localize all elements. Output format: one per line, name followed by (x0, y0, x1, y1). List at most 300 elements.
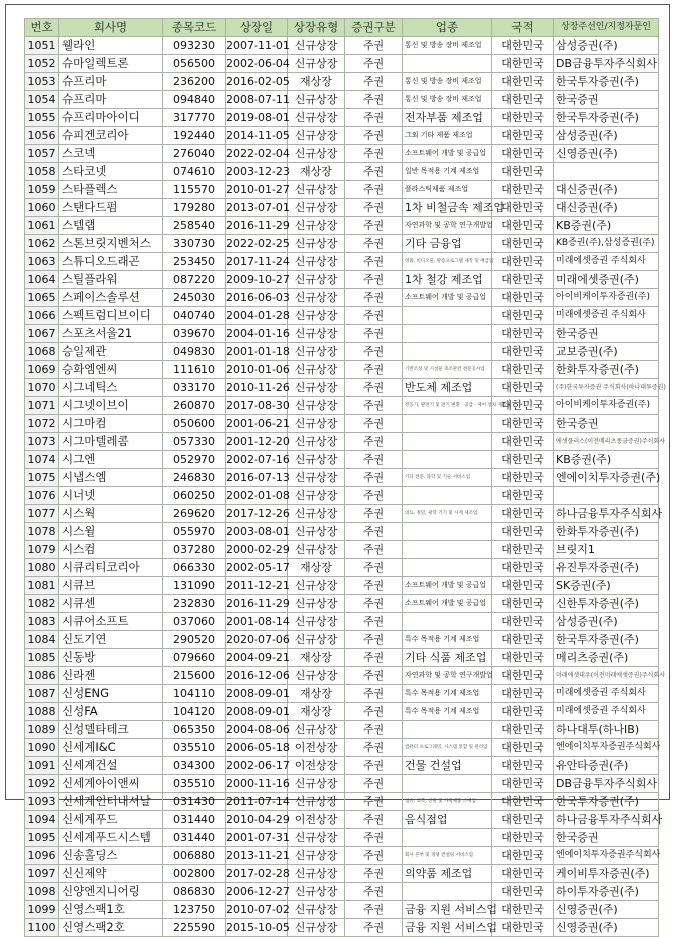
table-row (25, 739, 659, 757)
row-number-cell: 1092 (25, 775, 59, 793)
row-number-cell: 1076 (25, 487, 59, 505)
listing-date-cell: 2003-12-23 (226, 163, 288, 181)
listing-date-cell: 2008-07-11 (226, 91, 288, 109)
company-name-cell: 신도기연 (59, 631, 163, 649)
security-type-cell: 주권 (345, 505, 403, 523)
listing-date-cell: 2002-06-04 (226, 55, 288, 73)
row-number-cell: 1081 (25, 577, 59, 595)
table-row (25, 919, 659, 937)
table-row (25, 397, 659, 415)
country-cell: 대한민국 (492, 811, 554, 829)
stock-code-cell: 033170 (163, 379, 226, 397)
listing-date-cell: 2017-11-24 (226, 253, 288, 271)
agent-cell: 미래에셋증권 주식회사 (554, 307, 659, 325)
industry-cell: 1차 철강 제조업 (403, 271, 492, 289)
industry-cell: 회사 본부 및 경영 컨설팅 서비스업 (403, 847, 492, 865)
security-type-cell: 주권 (345, 343, 403, 361)
industry-cell (403, 451, 492, 469)
row-number-cell: 1065 (25, 289, 59, 307)
company-name-cell: 신세계푸드 (59, 811, 163, 829)
agent-cell: 하이투자증권(주) (554, 883, 659, 901)
agent-cell: 에셋플러스(이전메리츠종금증권)주식회사 (554, 433, 659, 451)
stock-code-cell: 031430 (163, 793, 226, 811)
row-number-cell: 1061 (25, 217, 59, 235)
row-number-cell: 1095 (25, 829, 59, 847)
country-cell: 대한민국 (492, 865, 554, 883)
security-type-cell: 주권 (345, 919, 403, 937)
table-row (25, 325, 659, 343)
country-cell: 대한민국 (492, 631, 554, 649)
row-number-cell: 1052 (25, 55, 59, 73)
table-row (25, 847, 659, 865)
company-name-cell: 시스컴 (59, 541, 163, 559)
row-number-cell: 1067 (25, 325, 59, 343)
listing-date-cell: 2008-09-01 (226, 703, 288, 721)
country-cell: 대한민국 (492, 577, 554, 595)
table-row (25, 613, 659, 631)
listing-date-cell: 2010-11-26 (226, 379, 288, 397)
row-number-cell: 1053 (25, 73, 59, 91)
header-no: 번호 (25, 19, 59, 37)
listing-date-cell: 2010-04-29 (226, 811, 288, 829)
stock-code-cell: 192440 (163, 127, 226, 145)
stock-code-cell: 317770 (163, 109, 226, 127)
listing-type-cell: 재상장 (288, 703, 345, 721)
table-row (25, 721, 659, 739)
country-cell: 대한민국 (492, 271, 554, 289)
row-number-cell: 1064 (25, 271, 59, 289)
industry-cell: 그외 기타 제품 제조업 (403, 127, 492, 145)
industry-cell (403, 829, 492, 847)
listing-type-cell: 신규상장 (288, 433, 345, 451)
agent-cell: 한화투자증권(주) (554, 523, 659, 541)
row-number-cell: 1099 (25, 901, 59, 919)
row-number-cell: 1096 (25, 847, 59, 865)
industry-cell (403, 487, 492, 505)
country-cell: 대한민국 (492, 73, 554, 91)
security-type-cell: 주권 (345, 199, 403, 217)
listing-type-cell: 신규상장 (288, 919, 345, 937)
agent-cell: KB증권(주) (554, 451, 659, 469)
listing-date-cell: 2016-07-13 (226, 469, 288, 487)
stock-code-cell: 104120 (163, 703, 226, 721)
stock-code-cell: 034300 (163, 757, 226, 775)
country-cell: 대한민국 (492, 595, 554, 613)
country-cell: 대한민국 (492, 469, 554, 487)
industry-cell: 통신 및 방송 장비 제조업 (403, 91, 492, 109)
company-name-cell: 승일제관 (59, 343, 163, 361)
stock-code-cell: 066330 (163, 559, 226, 577)
industry-cell: 특수 목적용 기계 제조업 (403, 631, 492, 649)
table-row (25, 235, 659, 253)
agent-cell: 삼성증권(주) (554, 37, 659, 55)
country-cell: 대한민국 (492, 847, 554, 865)
industry-cell: 소프트웨어 개발 및 공급업 (403, 289, 492, 307)
company-name-cell: 스템랩 (59, 217, 163, 235)
industry-cell: 금융 지원 서비스업 (403, 901, 492, 919)
agent-cell: 신영증권(주) (554, 901, 659, 919)
industry-cell: 소프트웨어 개발 및 공급업 (403, 595, 492, 613)
security-type-cell: 주권 (345, 361, 403, 379)
country-cell: 대한민국 (492, 757, 554, 775)
table-row (25, 775, 659, 793)
row-number-cell: 1093 (25, 793, 59, 811)
table-row (25, 757, 659, 775)
table-row (25, 271, 659, 289)
country-cell: 대한민국 (492, 451, 554, 469)
industry-cell (403, 559, 492, 577)
security-type-cell: 주권 (345, 685, 403, 703)
country-cell: 대한민국 (492, 127, 554, 145)
company-name-cell: 신동방 (59, 649, 163, 667)
agent-cell: 미래에셋증권 주식회사 (554, 685, 659, 703)
industry-cell (403, 883, 492, 901)
table-row (25, 109, 659, 127)
stock-code-cell: 035510 (163, 739, 226, 757)
agent-cell: 신영증권(주) (554, 145, 659, 163)
table-row (25, 289, 659, 307)
listing-date-cell: 2016-02-05 (226, 73, 288, 91)
company-name-cell: 슈프리마 (59, 73, 163, 91)
listing-type-cell: 신규상장 (288, 721, 345, 739)
country-cell: 대한민국 (492, 199, 554, 217)
company-name-cell: 신세계아이앤씨 (59, 775, 163, 793)
company-name-cell: 스펙트럼디브이디 (59, 307, 163, 325)
company-name-cell: 신세계I&C (59, 739, 163, 757)
country-cell: 대한민국 (492, 883, 554, 901)
security-type-cell: 주권 (345, 559, 403, 577)
industry-cell: 특수 목적용 기계 제조업 (403, 703, 492, 721)
listing-type-cell: 신규상장 (288, 109, 345, 127)
table-row (25, 901, 659, 919)
security-type-cell: 주권 (345, 307, 403, 325)
stock-code-cell: 039670 (163, 325, 226, 343)
listing-date-cell: 2001-07-31 (226, 829, 288, 847)
country-cell: 대한민국 (492, 109, 554, 127)
stock-code-cell: 232830 (163, 595, 226, 613)
row-number-cell: 1085 (25, 649, 59, 667)
security-type-cell: 주권 (345, 289, 403, 307)
row-number-cell: 1056 (25, 127, 59, 145)
industry-cell (403, 433, 492, 451)
security-type-cell: 주권 (345, 577, 403, 595)
company-name-cell: 스포츠서울21 (59, 325, 163, 343)
table-row (25, 253, 659, 271)
row-number-cell: 1089 (25, 721, 59, 739)
industry-cell (403, 307, 492, 325)
listing-date-cell: 2010-01-06 (226, 361, 288, 379)
row-number-cell: 1088 (25, 703, 59, 721)
industry-cell: 특수 목적용 기계 제조업 (403, 685, 492, 703)
security-type-cell: 주권 (345, 811, 403, 829)
company-name-cell: 시그넷이브이 (59, 397, 163, 415)
company-name-cell: 슈피겐코리아 (59, 127, 163, 145)
agent-cell: 케이비투자증권(주) (554, 865, 659, 883)
listing-type-cell: 신규상장 (288, 523, 345, 541)
country-cell: 대한민국 (492, 703, 554, 721)
stock-code-cell: 215600 (163, 667, 226, 685)
table-row (25, 793, 659, 811)
industry-cell (403, 613, 492, 631)
country-cell: 대한민국 (492, 901, 554, 919)
security-type-cell: 주권 (345, 109, 403, 127)
stock-code-cell: 260870 (163, 397, 226, 415)
agent-cell: KB증권(주),삼성증권(주) (554, 235, 659, 253)
country-cell: 대한민국 (492, 919, 554, 937)
listing-date-cell: 2010-01-27 (226, 181, 288, 199)
table-row (25, 163, 659, 181)
row-number-cell: 1074 (25, 451, 59, 469)
company-name-cell: 시큐리티코리아 (59, 559, 163, 577)
agent-cell: 하나금융투자주식회사 (554, 505, 659, 523)
country-cell: 대한민국 (492, 433, 554, 451)
table-row (25, 865, 659, 883)
country-cell: 대한민국 (492, 649, 554, 667)
listing-type-cell: 신규상장 (288, 487, 345, 505)
industry-cell: 일반 목적용 기계 제조업 (403, 163, 492, 181)
row-number-cell: 1072 (25, 415, 59, 433)
industry-cell: 소프트웨어 개발 및 공급업 (403, 145, 492, 163)
row-number-cell: 1078 (25, 523, 59, 541)
security-type-cell: 주권 (345, 541, 403, 559)
company-name-cell: 시그마텔레콤 (59, 433, 163, 451)
country-cell: 대한민국 (492, 505, 554, 523)
listing-type-cell: 신규상장 (288, 325, 345, 343)
listing-date-cell: 2002-01-08 (226, 487, 288, 505)
agent-cell: 한화투자증권(주) (554, 361, 659, 379)
security-type-cell: 주권 (345, 829, 403, 847)
listing-type-cell: 신규상장 (288, 253, 345, 271)
listing-date-cell: 2000-02-29 (226, 541, 288, 559)
industry-cell: 의약품 제조업 (403, 865, 492, 883)
industry-cell: 기타 식품 제조업 (403, 649, 492, 667)
industry-cell (403, 775, 492, 793)
table-row (25, 145, 659, 163)
company-name-cell: 신영스팩2호 (59, 919, 163, 937)
industry-cell: 건물 건설업 (403, 757, 492, 775)
company-name-cell: 신성FA (59, 703, 163, 721)
agent-cell (554, 163, 659, 181)
table-row (25, 199, 659, 217)
security-type-cell: 주권 (345, 235, 403, 253)
listing-date-cell: 2017-12-26 (226, 505, 288, 523)
security-type-cell: 주권 (345, 91, 403, 109)
row-number-cell: 1075 (25, 469, 59, 487)
table-row (25, 487, 659, 505)
listing-date-cell: 2016-12-06 (226, 667, 288, 685)
listing-type-cell: 신규상장 (288, 505, 345, 523)
country-cell: 대한민국 (492, 487, 554, 505)
company-name-cell: 시그마컴 (59, 415, 163, 433)
stock-code-cell: 245030 (163, 289, 226, 307)
listing-date-cell: 2004-08-06 (226, 721, 288, 739)
country-cell: 대한민국 (492, 793, 554, 811)
security-type-cell: 주권 (345, 55, 403, 73)
listing-type-cell: 신규상장 (288, 397, 345, 415)
listing-date-cell: 2004-09-21 (226, 649, 288, 667)
company-name-cell: 신성ENG (59, 685, 163, 703)
agent-cell: 대신증권(주) (554, 181, 659, 199)
security-type-cell: 주권 (345, 487, 403, 505)
security-type-cell: 주권 (345, 865, 403, 883)
agent-cell: 대신증권(주) (554, 199, 659, 217)
listing-date-cell: 2001-01-18 (226, 343, 288, 361)
table-row (25, 883, 659, 901)
table-row (25, 469, 659, 487)
stock-code-cell: 123750 (163, 901, 226, 919)
row-number-cell: 1062 (25, 235, 59, 253)
row-number-cell: 1069 (25, 361, 59, 379)
listing-type-cell: 신규상장 (288, 775, 345, 793)
company-name-cell: 신송홀딩스 (59, 847, 163, 865)
table-row (25, 73, 659, 91)
country-cell: 대한민국 (492, 397, 554, 415)
country-cell: 대한민국 (492, 739, 554, 757)
security-type-cell: 주권 (345, 721, 403, 739)
country-cell: 대한민국 (492, 613, 554, 631)
industry-cell (403, 541, 492, 559)
country-cell: 대한민국 (492, 163, 554, 181)
stock-code-cell: 049830 (163, 343, 226, 361)
stock-code-cell: 031440 (163, 829, 226, 847)
row-number-cell: 1082 (25, 595, 59, 613)
listing-date-cell: 2010-07-02 (226, 901, 288, 919)
table-row (25, 451, 659, 469)
table-row (25, 541, 659, 559)
country-cell: 대한민국 (492, 181, 554, 199)
country-cell: 대한민국 (492, 379, 554, 397)
security-type-cell: 주권 (345, 739, 403, 757)
company-name-cell: 시스웍 (59, 505, 163, 523)
stock-code-cell: 269620 (163, 505, 226, 523)
security-type-cell: 주권 (345, 523, 403, 541)
header-company: 회사명 (59, 19, 163, 37)
listing-date-cell: 2004-01-16 (226, 325, 288, 343)
listing-type-cell: 신규상장 (288, 91, 345, 109)
agent-cell: 아이비케이투자증권(주) (554, 397, 659, 415)
listing-type-cell: 신규상장 (288, 577, 345, 595)
listing-type-cell: 신규상장 (288, 55, 345, 73)
listing-date-cell: 2011-12-21 (226, 577, 288, 595)
listing-date-cell: 2016-11-29 (226, 217, 288, 235)
industry-cell: 의료, 정밀, 광학 기기 및 시계 제조업 (403, 505, 492, 523)
stock-code-cell: 074610 (163, 163, 226, 181)
listing-type-cell: 재상장 (288, 163, 345, 181)
industry-cell: 금융 지원 서비스업 (403, 919, 492, 937)
company-name-cell: 스코넥 (59, 145, 163, 163)
listing-date-cell: 2000-11-16 (226, 775, 288, 793)
security-type-cell: 주권 (345, 847, 403, 865)
row-number-cell: 1080 (25, 559, 59, 577)
company-name-cell: 스톤브릿지벤처스 (59, 235, 163, 253)
security-type-cell: 주권 (345, 703, 403, 721)
company-name-cell: 스타플렉스 (59, 181, 163, 199)
row-number-cell: 1087 (25, 685, 59, 703)
security-type-cell: 주권 (345, 595, 403, 613)
company-name-cell: 스페이스솔루션 (59, 289, 163, 307)
security-type-cell: 주권 (345, 757, 403, 775)
stock-code-cell: 253450 (163, 253, 226, 271)
table-row (25, 595, 659, 613)
security-type-cell: 주권 (345, 127, 403, 145)
industry-cell: 전자부품 제조업 (403, 109, 492, 127)
agent-cell: 미래에셋대우(이전미래에셋증권)주식회사 (554, 667, 659, 685)
row-number-cell: 1071 (25, 397, 59, 415)
security-type-cell: 주권 (345, 325, 403, 343)
header-agent: 상장주선인/지정자문인 (554, 19, 659, 37)
stock-code-cell: 111610 (163, 361, 226, 379)
country-cell: 대한민국 (492, 667, 554, 685)
agent-cell: DB금융투자주식회사 (554, 775, 659, 793)
agent-cell: 교보증권(주) (554, 343, 659, 361)
industry-cell: 섬유, 의복, 신발 및 가죽제품 소매업 (403, 793, 492, 811)
row-number-cell: 1090 (25, 739, 59, 757)
country-cell: 대한민국 (492, 559, 554, 577)
row-number-cell: 1083 (25, 613, 59, 631)
security-type-cell: 주권 (345, 163, 403, 181)
industry-cell (403, 721, 492, 739)
country-cell: 대한민국 (492, 37, 554, 55)
security-type-cell: 주권 (345, 181, 403, 199)
listing-type-cell: 이전상장 (288, 757, 345, 775)
table-row (25, 577, 659, 595)
security-type-cell: 주권 (345, 379, 403, 397)
stock-code-cell: 052970 (163, 451, 226, 469)
company-name-cell: 시큐브 (59, 577, 163, 595)
stock-code-cell: 290520 (163, 631, 226, 649)
company-name-cell: 시그네틱스 (59, 379, 163, 397)
stock-code-cell: 225590 (163, 919, 226, 937)
row-number-cell: 1058 (25, 163, 59, 181)
company-name-cell: 승화엠엔씨 (59, 361, 163, 379)
security-type-cell: 주권 (345, 415, 403, 433)
row-number-cell: 1068 (25, 343, 59, 361)
stock-code-cell: 246830 (163, 469, 226, 487)
security-type-cell: 주권 (345, 397, 403, 415)
listing-date-cell: 2016-11-29 (226, 595, 288, 613)
agent-cell: 엔에이치투자증권주식회사 (554, 739, 659, 757)
listing-type-cell: 신규상장 (288, 235, 345, 253)
stock-code-cell: 276040 (163, 145, 226, 163)
country-cell: 대한민국 (492, 829, 554, 847)
listing-date-cell: 2002-07-16 (226, 451, 288, 469)
agent-cell: 한국투자증권(주) (554, 793, 659, 811)
listing-type-cell: 신규상장 (288, 199, 345, 217)
row-number-cell: 1059 (25, 181, 59, 199)
security-type-cell: 주권 (345, 271, 403, 289)
security-type-cell: 주권 (345, 883, 403, 901)
company-name-cell: 신세계건설 (59, 757, 163, 775)
stock-code-cell: 040740 (163, 307, 226, 325)
company-name-cell: 신영스팩1호 (59, 901, 163, 919)
header-code: 종목코드 (163, 19, 226, 37)
table-row (25, 631, 659, 649)
industry-cell (403, 415, 492, 433)
table-row (25, 649, 659, 667)
security-type-cell: 주권 (345, 469, 403, 487)
listing-type-cell: 신규상장 (288, 883, 345, 901)
country-cell: 대한민국 (492, 523, 554, 541)
country-cell: 대한민국 (492, 343, 554, 361)
listing-date-cell: 2013-11-21 (226, 847, 288, 865)
industry-cell: 기반조성 및 시설물 축조관련 전문공사업 (403, 361, 492, 379)
header-industry: 업종 (403, 19, 492, 37)
listing-type-cell: 신규상장 (288, 271, 345, 289)
industry-cell (403, 343, 492, 361)
table-row (25, 433, 659, 451)
industry-cell: 컴퓨터 프로그래밍, 시스템 통합 및 관리업 (403, 739, 492, 757)
security-type-cell: 주권 (345, 793, 403, 811)
